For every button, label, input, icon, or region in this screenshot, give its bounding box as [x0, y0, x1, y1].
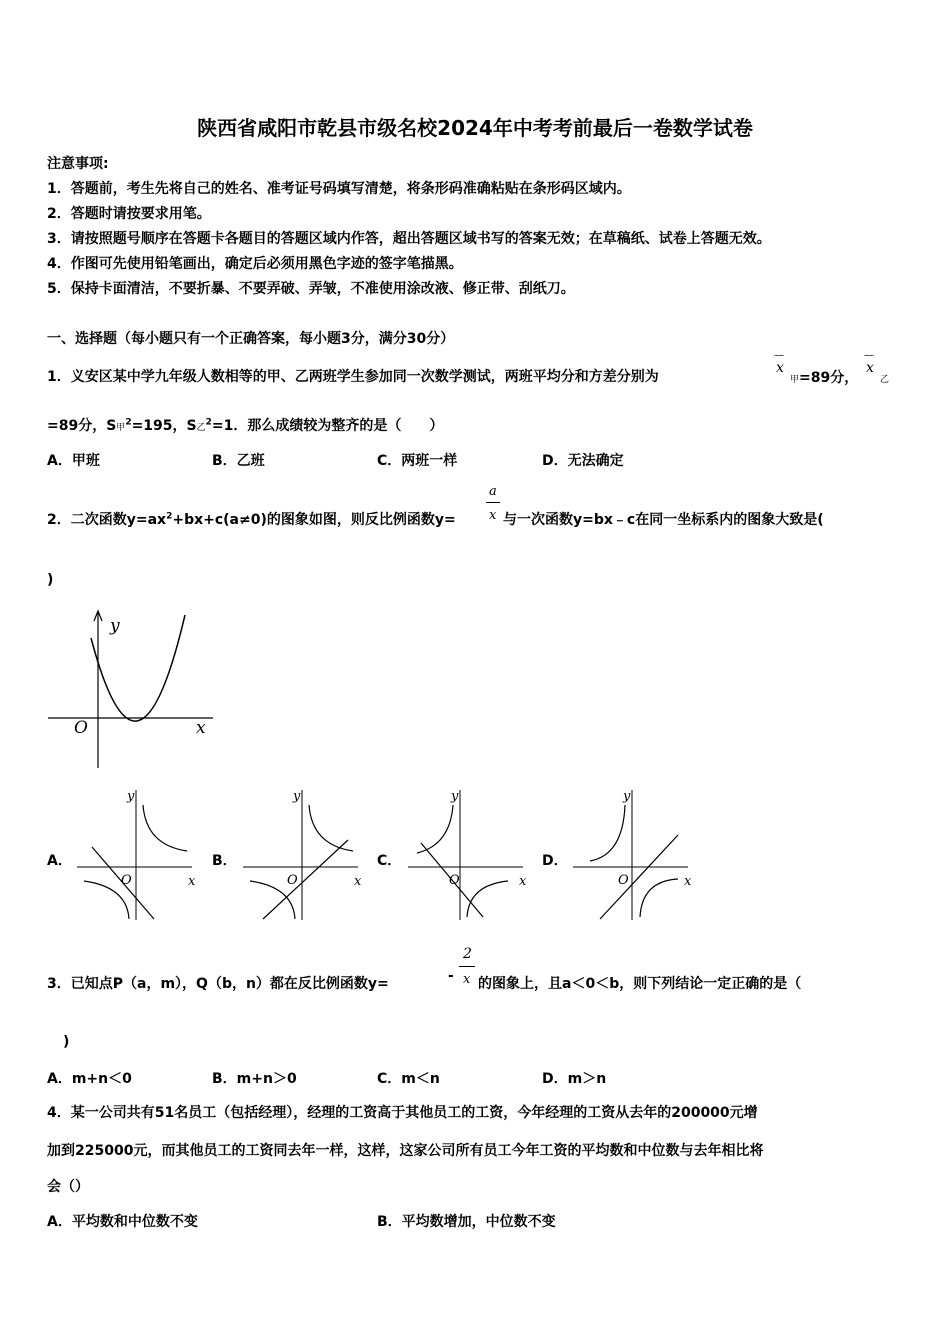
- q2-option-b[interactable]: B．: [212, 853, 237, 869]
- y-label: y: [127, 789, 135, 804]
- x-label: x: [519, 874, 527, 889]
- q1-eq89a: =89分，: [799, 370, 859, 386]
- q3-line1a: 3．已知点P（a，m），Q（b，n）都在反比例函数y=: [47, 976, 389, 992]
- y-label: y: [293, 789, 301, 804]
- q3-option-b[interactable]: B．m+n＞0: [212, 1071, 297, 1087]
- hyperbola-branch-2: [467, 881, 508, 917]
- notice-item-2: 2．答题时请按要求用笔。: [47, 206, 211, 222]
- q1-option-b[interactable]: B．乙班: [212, 453, 265, 469]
- q3-frac-num: 2: [463, 946, 472, 962]
- notice-heading: 注意事项:: [47, 156, 109, 172]
- q3-frac-bar: [459, 966, 475, 967]
- x-label: x: [684, 874, 692, 889]
- q2-option-c-graph[interactable]: [403, 785, 533, 925]
- q3-minus: -: [448, 968, 454, 984]
- parabola-curve: [91, 615, 185, 721]
- origin-label: O: [618, 873, 629, 888]
- q3-line1b: 的图象上，且a＜0＜b，则下列结论一定正确的是（: [478, 976, 802, 992]
- q2-line1a: 2．二次函数y=ax: [47, 512, 167, 528]
- q2-sup: 2: [166, 511, 173, 522]
- q2-option-d-graph[interactable]: [568, 785, 698, 925]
- q1-xbar-bar-2: —: [864, 350, 874, 361]
- origin-label: O: [449, 873, 460, 888]
- q2-option-d[interactable]: D．: [542, 853, 568, 869]
- q1-stem: [47, 366, 659, 386]
- q4-line3: 会（）: [47, 1179, 89, 1195]
- hyperbola-branch-1: [309, 805, 353, 851]
- q1-line1: 1．义安区某中学九年级人数相等的甲、乙两班学生参加同一次数学测试，两班平均分和方差分别为: [47, 369, 659, 385]
- q2-line1c: 与一次函数y=bx﹣c在同一坐标系内的图象大致是(: [503, 512, 824, 528]
- origin-label: O: [287, 873, 298, 888]
- line-graph: [263, 840, 348, 919]
- y-label: y: [110, 616, 120, 636]
- q4-line1: 4．某一公司共有51名员工（包括经理），经理的工资高于其他员工的工资，今年经理的工资从去年的200000元增: [47, 1105, 758, 1121]
- q2-option-a-graph[interactable]: [72, 785, 202, 925]
- q1-eq89b: =89分，S: [47, 418, 117, 434]
- notice-item-3: 3．请按照题号顺序在答题卡各题目的答题区域内作答，超出答题区域书写的答案无效；在草稿纸、试卷上答题无效。: [47, 231, 771, 247]
- q1-xbar-yi: x: [866, 360, 874, 376]
- q3-option-d[interactable]: D．m＞n: [542, 1071, 607, 1087]
- q4-option-a[interactable]: A．平均数和中位数不变: [47, 1214, 198, 1230]
- q1-option-d[interactable]: D．无法确定: [542, 453, 624, 469]
- q1-sup-yi: 2: [205, 417, 212, 428]
- q1-s-yi-sub: 乙: [196, 423, 206, 433]
- line-graph: [600, 835, 678, 919]
- hyperbola-branch-1: [417, 805, 453, 853]
- q3-option-a[interactable]: A．m+n＜0: [47, 1071, 132, 1087]
- q2-frac-den: x: [489, 508, 497, 523]
- hyperbola-branch-2: [640, 879, 678, 917]
- q3-frac-den: x: [463, 972, 471, 987]
- q2-line1b: +bx+c(a≠0)的图象如图，则反比例函数y=: [172, 512, 456, 528]
- q1-part3: =1．那么成绩较为整齐的是（ ）: [211, 418, 444, 434]
- q1-sub-yi: 乙: [880, 375, 890, 385]
- q4-option-b[interactable]: B．平均数增加，中位数不变: [377, 1214, 556, 1230]
- q2-parabola-figure: [48, 605, 220, 773]
- page-title: 陕西省咸阳市乾县市级名校2024年中考考前最后一卷数学试卷: [197, 116, 753, 140]
- y-label: y: [451, 789, 459, 804]
- q1-sub-jia: 甲: [790, 375, 800, 385]
- q2-option-b-graph[interactable]: [238, 785, 368, 925]
- y-label: y: [623, 789, 631, 804]
- section-heading: 一、选择题（每小题只有一个正确答案，每小题3分，满分30分）: [47, 331, 455, 347]
- q2-frac-num: a: [489, 484, 497, 499]
- q1-line2: [47, 415, 443, 435]
- hyperbola-branch-1: [590, 805, 625, 861]
- x-label: x: [188, 874, 196, 889]
- notice-item-5: 5．保持卡面清洁，不要折暴、不要弄破、弄皱，不准使用涂改液、修正带、刮纸刀。: [47, 281, 575, 297]
- q2-stem: [47, 509, 456, 529]
- x-label: x: [196, 718, 206, 738]
- q1-xbar-bar: —: [774, 350, 784, 361]
- q1-s-jia-sub: 甲: [116, 423, 126, 433]
- notice-item-4: 4．作图可先使用铅笔画出，确定后必须用黑色字迹的签字笔描黑。: [47, 256, 463, 272]
- hyperbola-branch-1: [143, 805, 187, 851]
- q3-option-c[interactable]: C．m＜n: [377, 1071, 440, 1087]
- q3-line2: ): [63, 1034, 70, 1050]
- q2-line2: ): [47, 572, 54, 588]
- notice-item-1: 1．答题前，考生先将自己的姓名、准考证号码填写清楚，将条形码准确粘贴在条形码区域内。: [47, 181, 631, 197]
- q2-option-a[interactable]: A．: [47, 853, 72, 869]
- origin-label: O: [121, 873, 132, 888]
- q4-line2: 加到225000元，而其他员工的工资同去年一样，这样，这家公司所有员工今年工资的平均数和中位数与去年相比将: [47, 1143, 764, 1159]
- origin-label: O: [74, 718, 88, 738]
- q1-xbar-jia: x: [776, 360, 784, 376]
- q1-part2: =195，S: [131, 418, 197, 434]
- q1-sup-jia: 2: [125, 417, 132, 428]
- q1-option-a[interactable]: A．甲班: [47, 453, 100, 469]
- q1-eq-jia: [790, 367, 858, 387]
- q1-option-c[interactable]: C．两班一样: [377, 453, 458, 469]
- q2-option-c[interactable]: C．: [377, 853, 402, 869]
- x-label: x: [354, 874, 362, 889]
- q2-frac-bar: [486, 502, 500, 503]
